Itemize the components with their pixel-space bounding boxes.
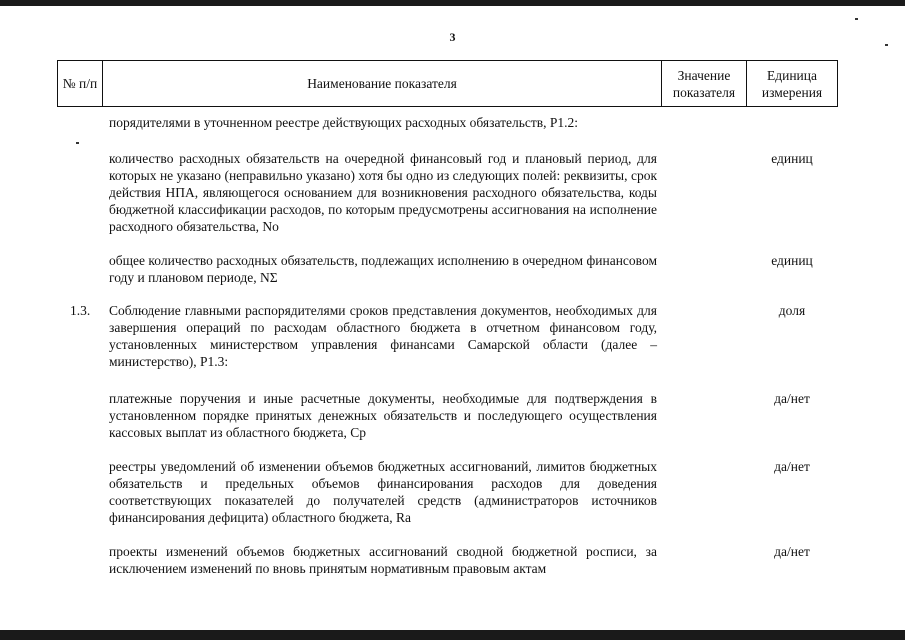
indicator-text: реестры уведомлений об изменении объемов бюджетных ассигнований, лимитов бюджетных обязательств и предельных объемов финансирования расходов для доведения соответствующих показателей до получателей средств (администраторов источников финансирования дефицита) областного бюджета, Rа — [109, 459, 657, 525]
header-value: Значение показателя — [661, 60, 747, 107]
page-number: 3 — [449, 30, 456, 44]
indicator-unit: доля — [778, 303, 806, 318]
scan-speck — [855, 18, 858, 20]
row-number: 1.3. — [70, 303, 91, 318]
indicator-text: платежные поручения и иные расчетные документы, необходимые для подтверждения в установленном порядке принятых денежных обязательств и последующего осуществления кассовых выплат из областного бюджета, Ср — [109, 391, 657, 440]
indicator-unit: да/нет — [774, 391, 810, 406]
scan-speck — [76, 142, 79, 144]
header-name: Наименование показателя — [102, 60, 662, 107]
indicator-text: количество расходных обязательств на очередной финансовый год и плановый период, для которых не указано (неправильно указано) хотя бы одно из следующих полей: реквизиты, срок действия НПА, являющегося основанием для возникновения расходного обязательства, коды бюджетной классификации расходов, по которым предусмотрены ассигнования на исполнение расходного обязательства, Nо — [109, 151, 657, 234]
scan-top-border — [0, 0, 905, 6]
indicator-unit: единиц — [771, 151, 813, 166]
indicator-text: Соблюдение главными распорядителями сроков представления документов, необходимых для завершения операций по расходам областного бюджета в отчетном финансовом году, установленных министерством управления финансами Самарской области (далее – министерство), Р1.3: — [109, 303, 657, 369]
header-unit: Единица измерения — [746, 60, 838, 107]
header-number: № п/п — [57, 60, 103, 107]
indicator-text: порядителями в уточненном реестре действующих расходных обязательств, Р1.2: — [109, 115, 579, 130]
indicator-text: проекты изменений объемов бюджетных ассигнований сводной бюджетной росписи, за исключением изменений по вновь принятым нормативным правовым актам — [109, 544, 657, 576]
indicator-unit: да/нет — [774, 544, 810, 559]
indicator-unit: да/нет — [774, 459, 810, 474]
scan-bottom-border — [0, 630, 905, 640]
indicator-unit: единиц — [771, 253, 813, 268]
indicator-text: общее количество расходных обязательств, подлежащих исполнению в очередном финансовом году и плановом периоде, NΣ — [109, 253, 657, 285]
